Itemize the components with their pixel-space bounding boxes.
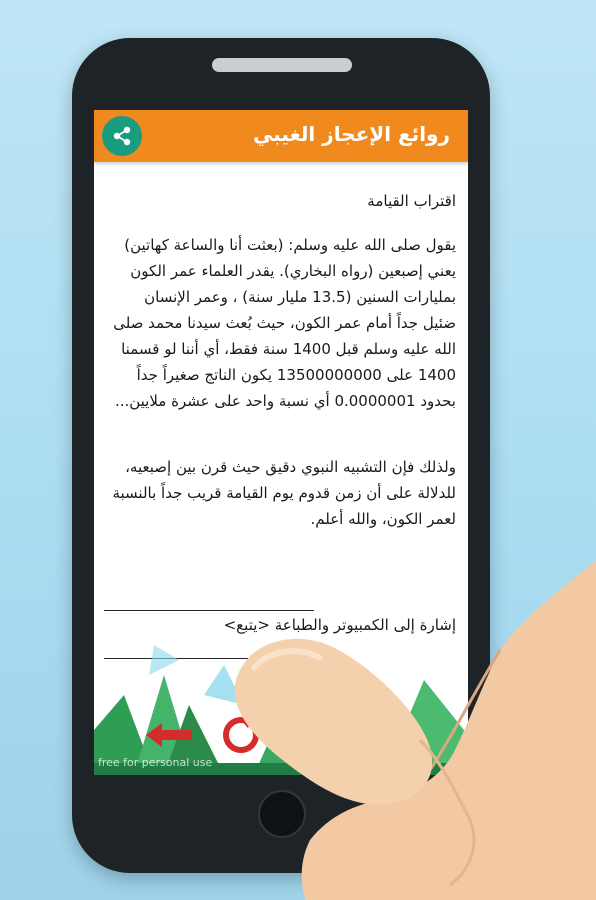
article-paragraph-1: يقول صلى الله عليه وسلم: (بعثت أنا والساعة كهاتين) يعني إصبعين (رواه البخاري). يقدر العلماء عمر الكون بمليارات السنين (13.5 مليار سنة) ، وعمر الإنسان ضئيل جداً أمام عمر الكون، حيث بُعث سيدنا محمد صلى الله عليه وسلم قبل 1400 سنة فقط، أي أننا لو قسمنا 1400 على 13500000000 يكون الناتج صغيراً جداً بحدود 0.0000001 أي نسبة واحد على عشرة ملايين... bbox=[113, 236, 456, 410]
watermark: free for personal use bbox=[98, 756, 213, 769]
app-title: روائع الإعجاز الغيبي bbox=[253, 122, 450, 146]
footnote-text: إشارة إلى الكمبيوتر والطباعة <يتبع> bbox=[223, 616, 456, 634]
article-heading: اقتراب القيامة bbox=[367, 192, 456, 210]
article-paragraph-2: ولذلك فإن التشبيه النبوي دقيق حيث قرن بين إصبعيه، للدلالة على أن زمن قدوم يوم القيامة قريب جداً بالنسبة لعمر الكون، والله أعلم. bbox=[112, 458, 456, 528]
